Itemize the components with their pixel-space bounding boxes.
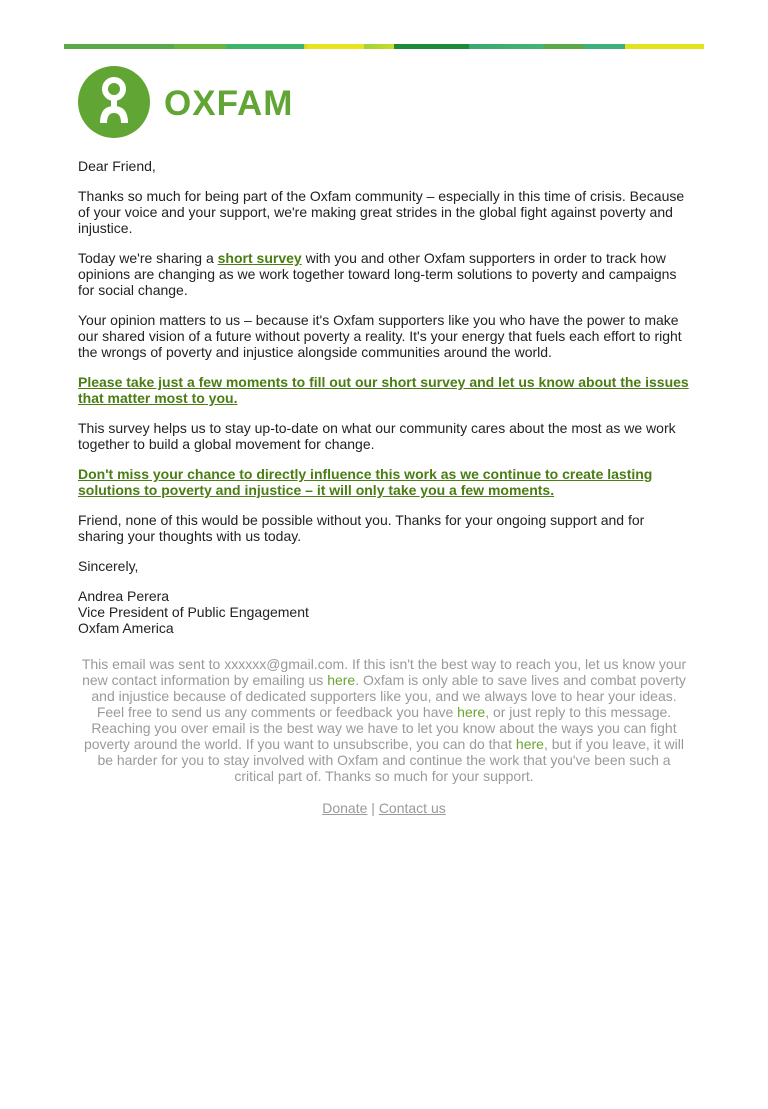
paragraph-thanks: Friend, none of this would be possible without you. Thanks for your ongoing support and for sharing your thoughts with us today. <box>78 512 645 544</box>
greeting: Dear Friend, <box>78 158 156 174</box>
footer-text-3: , or just reply to this message. Reaching you over email is the best way we have to let you know about the ways you can fight poverty around the world. If you want to unsubscribe, you can do that <box>83 704 677 752</box>
footer-separator: | <box>371 800 375 816</box>
paragraph-opinion: Your opinion matters to us – because it's Oxfam supporters like you who have the power to make our shared vision of a future without poverty a reality. It's your energy that fuels each effort to right the wrongs of poverty and injustice alongside communities around the world. <box>78 312 682 360</box>
footer-unsubscribe-link[interactable]: here <box>515 736 544 752</box>
signature-block <box>78 588 690 636</box>
footer-links <box>64 800 704 816</box>
short-survey-link[interactable]: short survey <box>217 250 302 266</box>
letter-body <box>64 139 704 636</box>
logo[interactable] <box>64 49 704 139</box>
paragraph-survey-purpose: This survey helps us to stay up-to-date on what our community cares about the most as we work together to build a global movement for change. <box>78 420 676 452</box>
footer-contact-info-link[interactable]: here <box>327 672 356 688</box>
oxfam-logo-icon <box>78 66 150 138</box>
contact-us-link[interactable]: Contact us <box>378 800 446 816</box>
signer-title: Vice President of Public Engagement <box>78 604 309 620</box>
paragraph-survey-text-after: with you and other Oxfam supporters in order to track how opinions are changing as we work together toward long-term solutions to poverty and campaigns for social change. <box>78 250 677 298</box>
footer-disclaimer <box>64 656 704 784</box>
paragraph-intro: Thanks so much for being part of the Oxfam community – especially in this time of crisis. Because of your voice and your support, we're making great strides in the global fight against poverty and injustice. <box>78 188 685 236</box>
cta-influence-link[interactable]: Don't miss your chance to directly influence this work as we continue to create lasting solutions to poverty and injustice – it will only take you a few moments. <box>78 466 653 498</box>
footer-text-1: This email was sent to xxxxxx@gmail.com. If this isn't the best way to reach you, let us know your new contact information by emailing us <box>81 656 687 688</box>
donate-link[interactable]: Donate <box>322 800 368 816</box>
closing: Sincerely, <box>78 558 139 574</box>
footer-feedback-link[interactable]: here <box>457 704 486 720</box>
signer-name: Andrea Perera <box>78 588 170 604</box>
cta-survey-link[interactable]: Please take just a few moments to fill out our short survey and let us know about the issues that matter most to you. <box>78 374 689 406</box>
paragraph-survey <box>78 250 690 298</box>
logo-wordmark: OXFAM <box>164 83 294 123</box>
footer-text-4: , but if you leave, it will be harder for you to stay involved with Oxfam and continue the work that you've been such a critical part of. Thanks so much for your support. <box>97 736 684 784</box>
footer-text-2: . Oxfam is only able to save lives and combat poverty and injustice because of dedicated supporters like you, and we always love to hear your ideas. Feel free to send us any comments or feedback you have <box>91 672 686 720</box>
signer-org: Oxfam America <box>78 620 174 636</box>
paragraph-survey-text-before: Today we're sharing a <box>78 250 218 266</box>
email-container <box>64 0 704 816</box>
